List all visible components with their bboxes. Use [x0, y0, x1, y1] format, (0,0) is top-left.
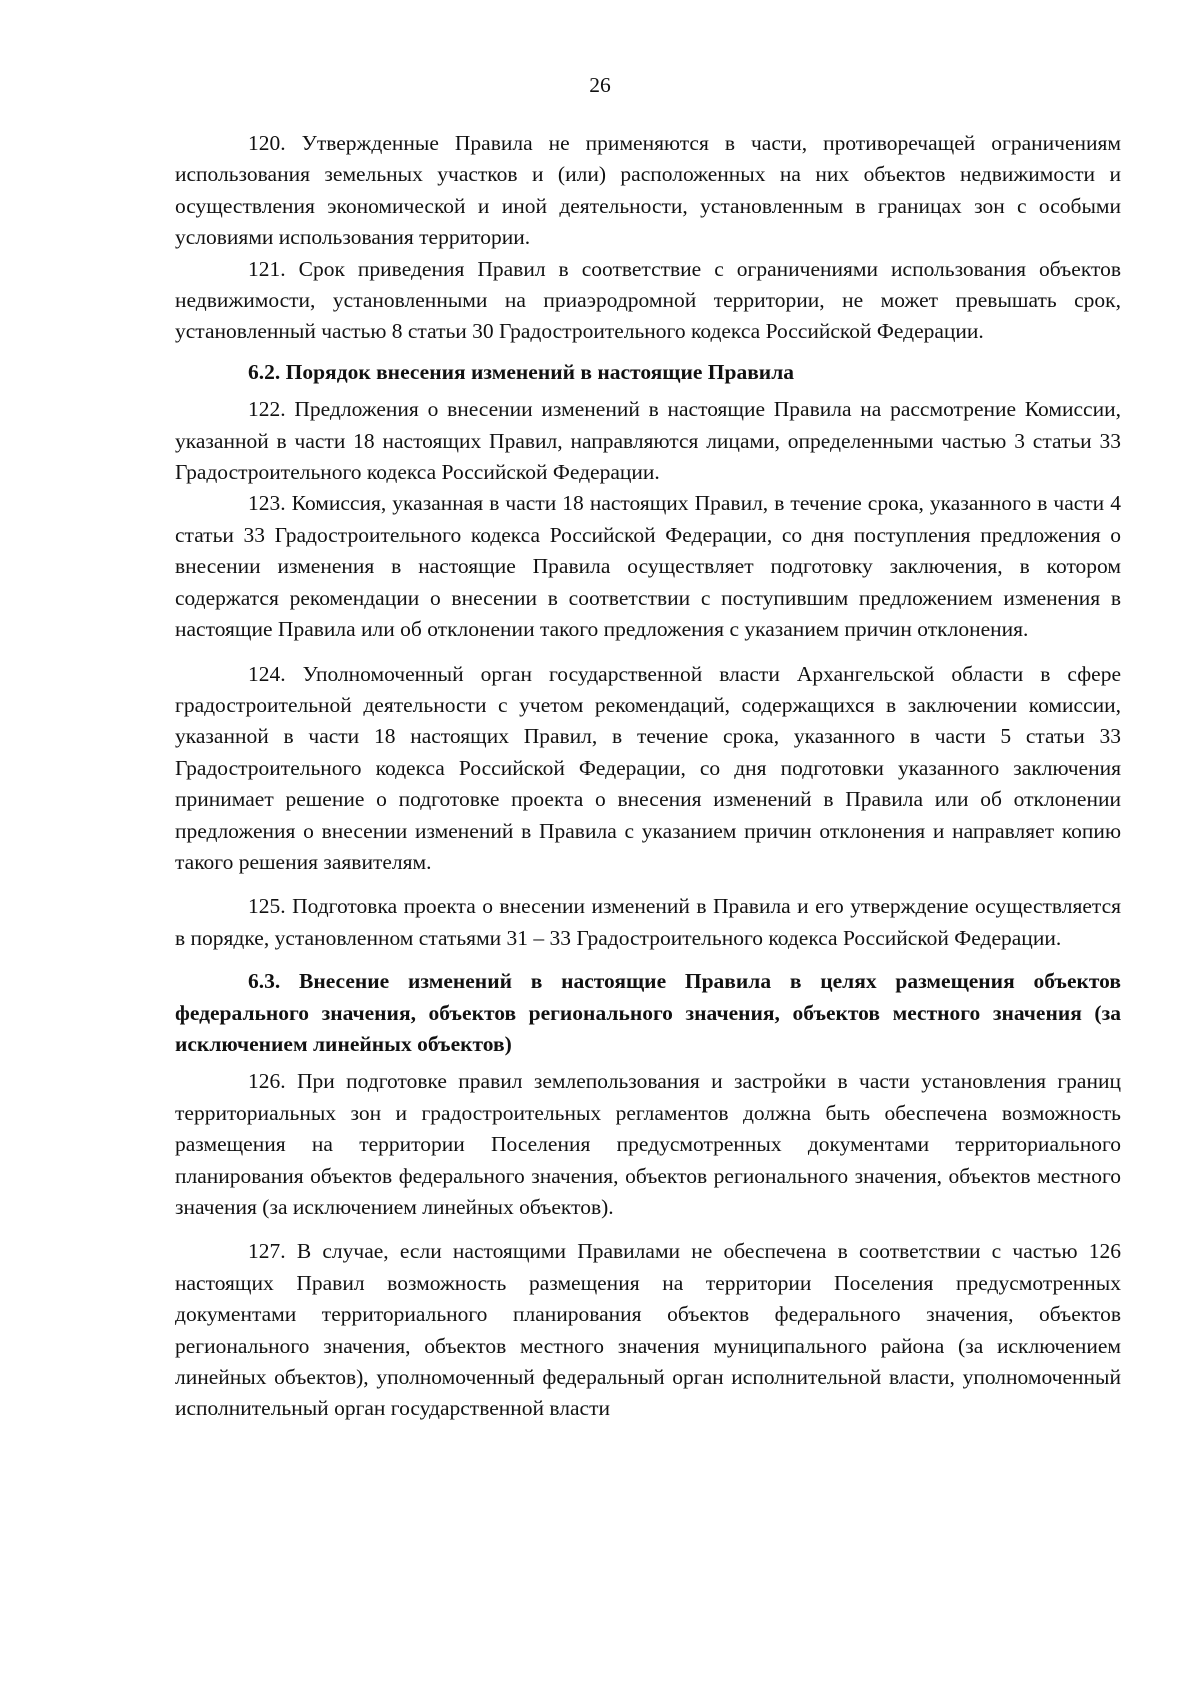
paragraph-126: 126. При подготовке правил землепользования и застройки в части установления границ территориальных зон и градостроительных регламентов должна быть обеспечена возможность размещения на территории Поселения предусмотренных документами территориального планирования объектов федерального значения, объектов регионального значения, объектов местного значения (за исключением линейных объектов).: [175, 1069, 1121, 1219]
page-number: 26: [589, 73, 611, 97]
paragraph-120: 120. Утвержденные Правила не применяются в части, противоречащей ограничениям использования земельных участков и (или) расположенных на них объектов недвижимости и осуществления экономической и иной деятельности, установленным в границах зон с особыми условиями использования территории.: [175, 131, 1121, 250]
paragraph-123: 123. Комиссия, указанная в части 18 настоящих Правил, в течение срока, указанного в части 4 статьи 33 Градостроительного кодекса Российской Федерации, со дня поступления предложения о внесении изменения в настоящие Правила осуществляет подготовку заключения, в котором содержатся рекомендации о внесении в соответствии с поступившим предложением изменения в настоящие Правила или об отклонении такого предложения с указанием причин отклонения.: [175, 491, 1121, 642]
paragraph-127: 127. В случае, если настоящими Правилами не обеспечена в соответствии с частью 126 настоящих Правил возможность размещения на территории Поселения предусмотренных документами территориального планирования объектов федерального значения, объектов регионального значения, объектов местного значения муниципального района (за исключением линейных объектов), уполномоченный федеральный орган исполнительной власти, уполномоченный исполнительный орган государственной власти: [175, 1239, 1121, 1421]
paragraph-125: 125. Подготовка проекта о внесении изменений в Правила и его утверждение осуществляется в порядке, установленном статьями 31 – 33 Градостроительного кодекса Российской Федерации.: [175, 894, 1121, 950]
paragraph-122: 122. Предложения о внесении изменений в настоящие Правила на рассмотрение Комиссии, указанной в части 18 настоящих Правил, направляются лицами, определенными частью 3 статьи 33 Градостроительного кодекса Российской Федерации.: [175, 397, 1121, 485]
document-body: [175, 128, 1121, 1425]
section-heading-6-3: 6.3. Внесение изменений в настоящие Правила в целях размещения объектов федерального значения, объектов регионального значения, объектов местного значения (за исключением линейных объектов): [175, 969, 1121, 1056]
section-heading-6-2: 6.2. Порядок внесения изменений в настоящие Правила: [248, 359, 795, 384]
paragraph-121: 121. Срок приведения Правил в соответствие с ограничениями использования объектов недвижимости, установленными на приаэродромной территории, не может превышать срок, установленный частью 8 статьи 30 Градостроительного кодекса Российской Федерации.: [175, 256, 1121, 344]
paragraph-124: 124. Уполномоченный орган государственной власти Архангельской области в сфере градостроительной деятельности с учетом рекомендаций, содержащихся в заключении комиссии, указанной в части 18 настоящих Правил, в течение срока, указанного в части 5 статьи 33 Градостроительного кодекса Российской Федерации, со дня подготовки указанного заключения принимает решение о подготовке проекта о внесения изменений в Правила или об отклонении предложения о внесении изменений в Правила с указанием причин отклонения и направляет копию такого решения заявителям.: [175, 661, 1121, 874]
